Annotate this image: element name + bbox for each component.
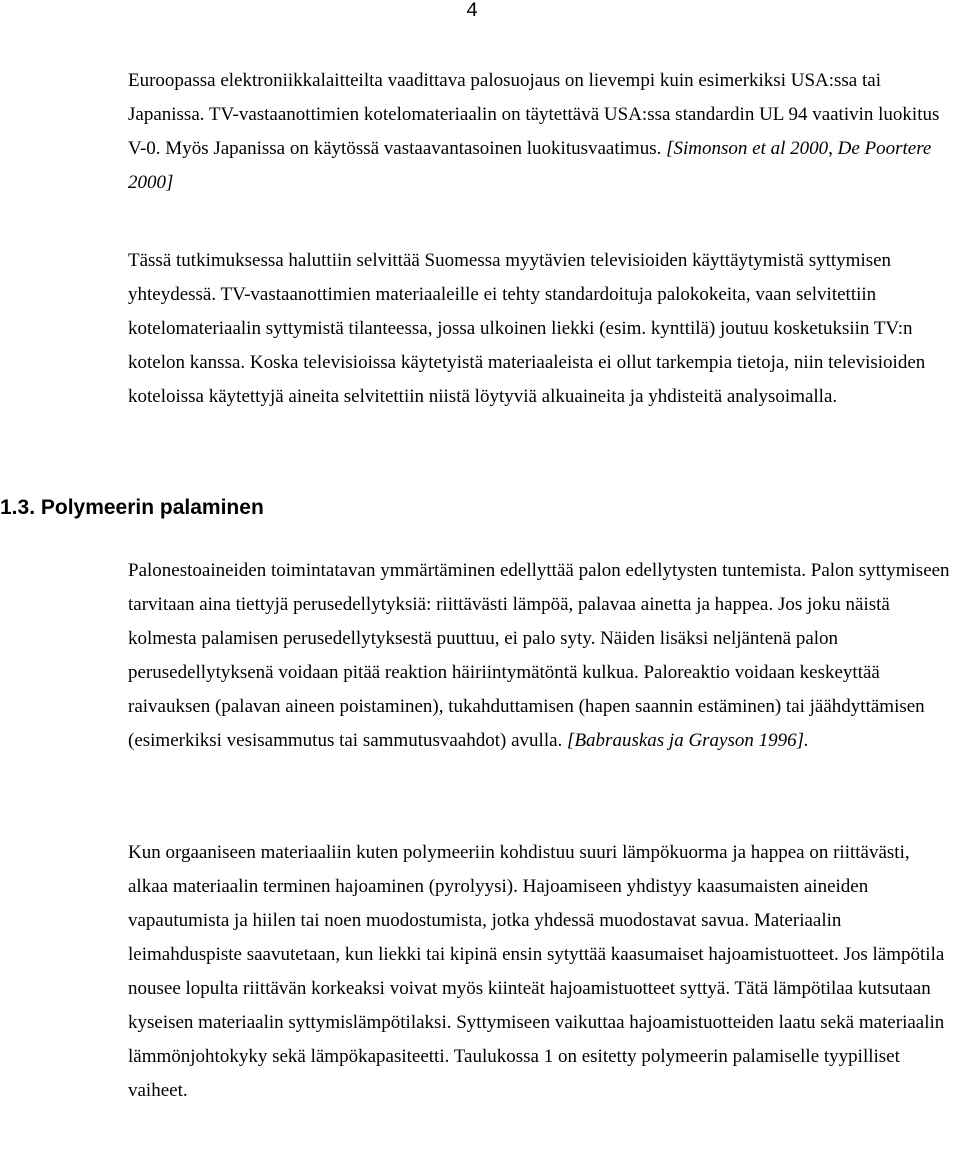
paragraph-text: Kun orgaaniseen materiaaliin kuten polymeeriin kohdistuu suuri lämpökuorma ja happea on riittävästi, alkaa materiaalin terminen hajoaminen (pyrolyysi). Hajoamiseen yhdistyy kaasumaisten aineiden vapautumista ja hiilen tai noen muodostumista, jotka yhdessä muodostavat savua. Materiaalin leimahduspiste saavutetaan, kun liekki tai kipinä ensin sytyttää kaasumaiset hajoamistuotteet. Jos lämpötila nousee lopulta riittävän korkeaksi voivat myös kiinteät hajoamistuotteet syttyä. Tätä lämpötilaa kutsutaan kyseisen materiaalin syttymislämpötilaksi. Syttymiseen vaikuttaa hajoamistuotteiden laatu sekä materiaalin lämmönjohtokyky sekä lämpökapasiteetti. Taulukossa 1 on esitetty polymeerin palamiselle tyypilliset vaiheet.: [128, 842, 945, 1101]
citation: [Babrauskas ja Grayson 1996].: [567, 730, 809, 751]
paragraph-text: Euroopassa elektroniikkalaitteilta vaadittava palosuojaus on lievempi kuin esimerkiksi USA:ssa tai Japanissa. TV-vastaanottimien kotelomateriaalin on täytettävä USA:ssa standardin UL 94 vaativin luokitus V-0. Myös Japanissa on käytössä vastaavantasoinen luokitusvaatimus.: [128, 70, 940, 159]
paragraph-text: Tässä tutkimuksessa haluttiin selvittää Suomessa myytävien televisioiden käyttäytymistä syttymisen yhteydessä. TV-vastaanottimien materiaaleille ei tehty standardoituja palokokeita, vaan selvitettiin kotelomateriaalin syttymistä tilanteessa, jossa ulkoinen liekki (esim. kynttilä) joutuu kosketuksiin TV:n kotelon kanssa. Koska televisioissa käytetyistä materiaaleista ei ollut tarkempia tietoja, niin televisioiden koteloissa käytettyjä aineita selvitettiin niistä löytyviä alkuaineita ja yhdisteitä analysoimalla.: [128, 250, 926, 407]
paragraph-study-purpose: [128, 244, 954, 414]
paragraph-pyrolysis: [128, 836, 954, 1108]
paragraph-fire-conditions: [128, 554, 954, 758]
section-heading: 1.3. Polymeerin palaminen: [0, 496, 264, 519]
page-number: 4: [466, 0, 479, 23]
paragraph-text: Palonestoaineiden toimintatavan ymmärtäminen edellyttää palon edellytysten tuntemista. Palon syttymiseen tarvitaan aina tiettyjä perusedellytyksiä: riittävästi lämpöä, palavaa ainetta ja happea. Jos joku näistä kolmesta palamisen perusedellytyksestä puuttuu, ei palo syty. Näiden lisäksi neljäntenä palon perusedellytyksenä voidaan pitää reaktion häiriintymätöntä kulkua. Paloreaktio voidaan keskeyttää raivauksen (palavan aineen poistaminen), tukahduttamisen (hapen saannin estäminen) tai jäähdyttämisen (esimerkiksi vesisammutus tai sammutusvaahdot) avulla.: [128, 560, 950, 751]
paragraph-fire-protection-requirements: [128, 64, 954, 200]
citation: [Simonson et al 2000, De Poortere 2000]: [128, 138, 932, 193]
